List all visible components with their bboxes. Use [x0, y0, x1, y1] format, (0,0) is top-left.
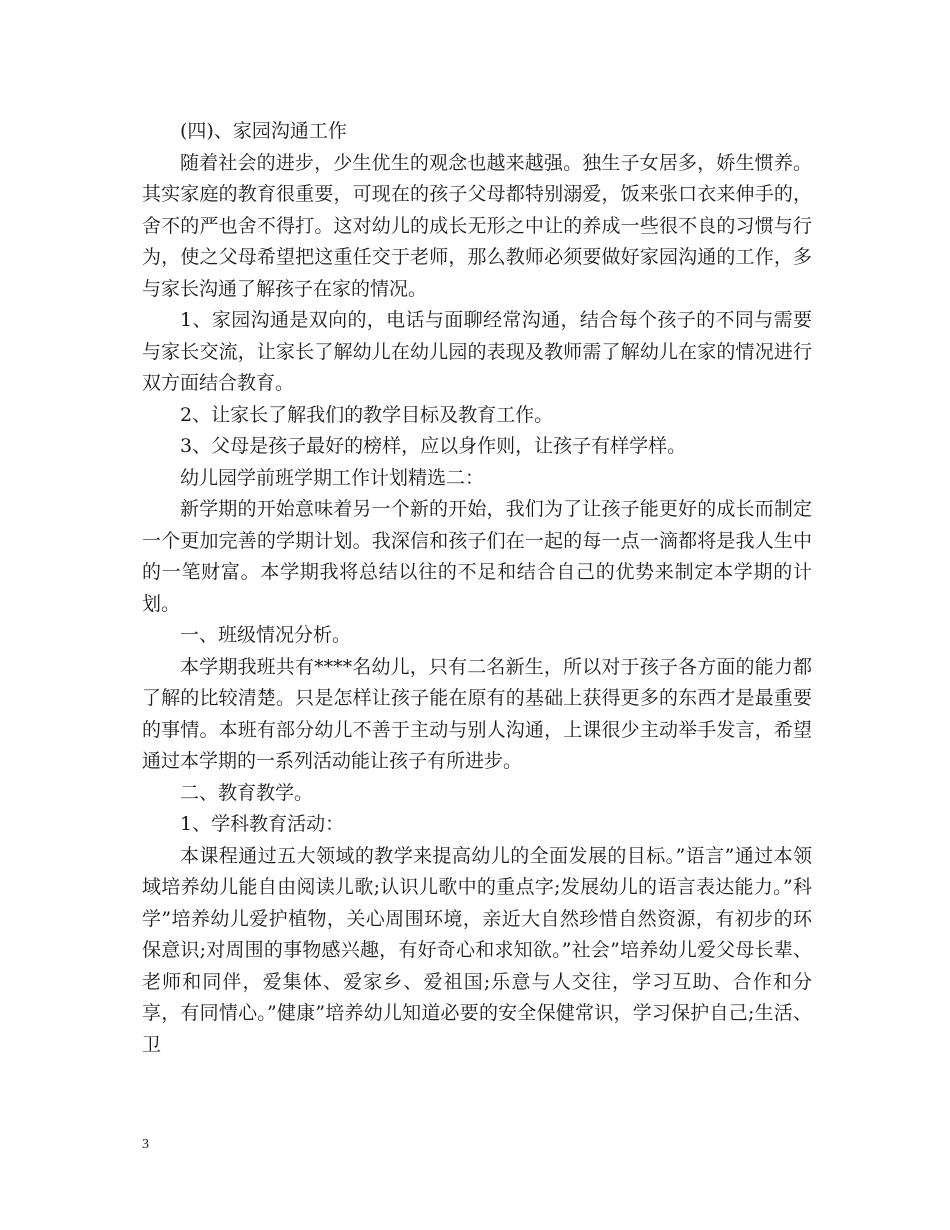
list-item: 2、让家长了解我们的教学目标及教育工作。 [180, 403, 554, 426]
paragraph: 本课程通过五大领域的教学来提高幼儿的全面发展的目标。”语言”通过本领域培养幼儿能自由阅读儿歌;认识儿歌中的重点字;发展幼儿的语言表达能力。”科学”培养幼儿爱护植物，关心周围环境，亲近大自然珍惜自然资源，有初步的环保意识;对周围的事物感兴趣，有好奇心和求知欲。”社会”培养幼儿爱父母长辈、老师和同伴，爱集体、爱家乡、爱祖国;乐意与人交往，学习互助、合作和分享，有同情心。”健康”培养幼儿知道必要的安全保健常识，学习保护自己;生活、卫 [142, 844, 812, 1056]
paragraph: 随着社会的进步，少生优生的观念也越来越强。独生子女居多，娇生惯养。其实家庭的教育很重要，可现在的孩子父母都特别溺爱，饭来张口衣来伸手的，舍不的严也舍不得打。这对幼儿的成长无形之中让的养成一些很不良的习惯与行为，使之父母希望把这重任交于老师，那么教师必须要做好家园沟通的工作，多与家长沟通了解孩子在家的情况。 [142, 151, 812, 300]
list-item: 3、父母是孩子最好的榜样，应以身作则，让孩子有样学样。 [180, 435, 687, 457]
section-heading-education-teaching: 二、教育教学。 [180, 781, 314, 804]
list-item: 1、家园沟通是双向的，电话与面聊经常沟通，结合每个孩子的不同与需要与家长交流，让家长了解幼儿在幼儿园的表现及教师需了解幼儿在家的情况进行双方面结合教育。 [142, 309, 812, 394]
subsection-heading-subject-activities: 1、学科教育活动： [180, 813, 345, 835]
page-number: 3 [142, 1137, 149, 1152]
paragraph: 新学期的开始意味着另一个新的开始，我们为了让孩子能更好的成长而制定一个更加完善的学期计划。我深信和孩子们在一起的每一点一滴都将是我人生中的一笔财富。本学期我将总结以往的不足和结合自己的优势来制定本学期的计划。 [142, 498, 812, 615]
section-heading-class-analysis: 一、班级情况分析。 [180, 624, 352, 646]
section-heading-home-school-communication: (四)、家园沟通工作 [180, 120, 347, 142]
paragraph: 本学期我班共有****名幼儿，只有二名新生，所以对于孩子各方面的能力都了解的比较清楚。只是怎样让孩子能在原有的基础上获得更多的东西才是最重要的事情。本班有部分幼儿不善于主动与别人沟通，上课很少主动举手发言，希望通过本学期的一系列活动能让孩子有所进步。 [142, 655, 812, 772]
document-body [142, 116, 812, 1061]
section-heading-plan-two: 幼儿园学前班学期工作计划精选二： [180, 466, 485, 489]
